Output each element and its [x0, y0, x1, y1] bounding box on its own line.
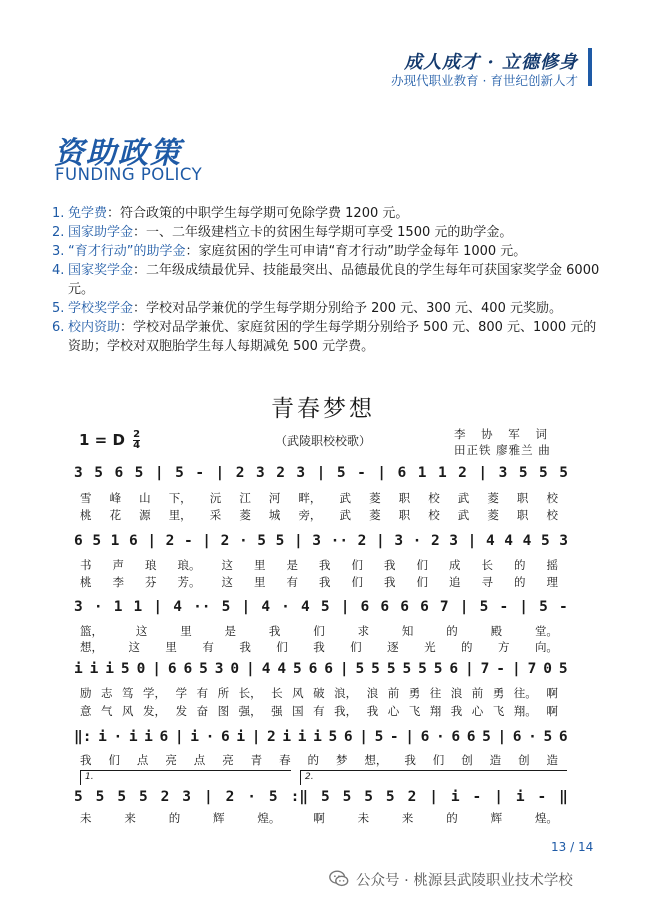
lyric-line: 我 们 点 亮 点 亮 青 春 的 梦 想， 我 们 创 造 创 造	[80, 753, 558, 767]
policy-number: 2.	[52, 225, 65, 240]
policy-number: 4.	[52, 263, 65, 278]
policy-text: ：二年级成绩最优异、技能最突出、品德最优良的学生每年可获国家奖学金 6000 元。	[68, 263, 600, 297]
lyric-line: 未 来 的 辉 煌。 啊 未 来 的 辉 煌。	[80, 811, 558, 825]
policy-label: 校内资助	[68, 320, 121, 335]
notation-row	[74, 724, 568, 750]
volta-bracket-2	[300, 770, 567, 785]
policy-list	[52, 204, 602, 356]
policy-text: ：家庭贫困的学生可申请“育才行动”助学金每年 1000 元。	[185, 244, 527, 259]
song-title: 青春梦想	[271, 396, 375, 422]
key-signature	[79, 430, 140, 451]
composer-credit: 田正铁 廖雅兰 曲	[454, 443, 551, 457]
volta-label: 2.	[305, 772, 314, 782]
lyric-line: 雪 峰 山 下， 沅 江 河 畔， 武 菱 职 校 武 菱 职 校	[80, 491, 558, 505]
policy-item	[52, 261, 602, 299]
policy-text: ：符合政策的中职学生每学期可免除学费 1200 元。	[107, 206, 409, 221]
time-signature	[133, 430, 140, 451]
notation-text: 6 5 1 6 | 2 - | 2 · 5 5 | 3 ·· 2 | 3 · 2 3 | 4 4 4 5 3	[74, 533, 568, 549]
footer-text: 公众号 · 桃源县武陵职业技术学校	[356, 872, 573, 889]
volta-bracket-1	[80, 770, 291, 785]
lyric-line: 篮， 这 里 是 我 们 求 知 的 殿 堂。	[80, 624, 558, 638]
policy-text: ：一、二年级建档立卡的贫困生每学期可享受 1500 元的助学金。	[133, 225, 513, 240]
notation-row	[74, 528, 568, 554]
notation-row	[74, 784, 568, 810]
notation-text: 5 5 5 5 2 3 | 2 · 5 :‖ 5 5 5 5 2 | i - | i - ‖	[74, 789, 568, 805]
policy-item	[52, 223, 602, 242]
lyric-line: 书 声 琅 琅。 这 里 是 我 们 我 们 成 长 的 摇	[80, 558, 558, 572]
time-numerator: 2	[133, 429, 141, 440]
page-number: 13 / 14	[551, 840, 594, 854]
policy-item	[52, 318, 602, 356]
school-motto: 成人成才 · 立德修身	[404, 52, 578, 73]
lyricist-credit: 李 协 军 词	[454, 427, 553, 441]
notation-row	[74, 656, 568, 682]
policy-item	[52, 204, 602, 223]
header-accent-bar	[588, 48, 592, 86]
lyric-line: 桃 李 芬 芳。 这 里 有 我 们 我 们 追 寻 的 理	[80, 575, 558, 589]
policy-item	[52, 242, 602, 261]
policy-label: 国家助学金	[68, 225, 134, 240]
policy-number: 5.	[52, 301, 65, 316]
lyric-line: 桃 花 源 里， 采 菱 城 旁， 武 菱 职 校 武 菱 职 校	[80, 508, 558, 522]
notation-text: i i i 5 0 | 6 6 5 3 0 | 4 4 5 6 6 | 5 5 5 5 5 5 6 | 7 - | 7 0 5	[74, 661, 568, 677]
policy-number: 3.	[52, 244, 65, 259]
policy-label: 免学费	[68, 206, 108, 221]
notation-row	[74, 594, 568, 620]
wechat-icon	[328, 868, 350, 890]
lyric-line: 想， 这 里 有 我 们 我 们 逐 光 的 方 向。	[80, 640, 558, 654]
notation-text: 3 5 6 5 | 5 - | 2 3 2 3 | 5 - | 6 1 1 2 | 3 5 5 5	[74, 465, 568, 481]
notation-text: 3 · 1 1 | 4 ·· 5 | 4 · 4 5 | 6 6 6 6 7 | 5 - | 5 -	[74, 599, 568, 615]
time-denominator: 4	[133, 440, 141, 451]
song-subtitle: （武陵职校校歌）	[274, 434, 371, 448]
policy-number: 1.	[52, 206, 65, 221]
footer-watermark	[328, 868, 573, 890]
volta-label: 1.	[85, 772, 94, 782]
policy-text: ：学校对品学兼优、家庭贫困的学生每学期分别给予 500 元、800 元、1000 元的资助；学校对双胞胎学生每人每期减免 500 元学费。	[68, 320, 597, 354]
policy-number: 6.	[52, 320, 65, 335]
school-motto-subtitle: 办现代职业教育 · 育世纪创新人才	[391, 73, 578, 88]
lyric-line: 意 气 风 发， 发 奋 图 强， 强 国 有 我， 我 心 飞 翔 我 心 飞 翔。 啊	[80, 704, 558, 718]
policy-text: ：学校对品学兼优的学生每学期分别给予 200 元、300 元、400 元奖励。	[133, 301, 562, 316]
section-subtitle: FUNDING POLICY	[55, 165, 203, 184]
lyric-line: 励 志 笃 学， 学 有 所 长， 长 风 破 浪， 浪 前 勇 往 浪 前 勇 往。 啊	[80, 686, 558, 700]
policy-item	[52, 299, 602, 318]
policy-label: “育才行动”的助学金	[68, 244, 186, 259]
section-title: 资助政策	[54, 136, 182, 171]
key-label: 1 = D	[79, 431, 125, 449]
policy-label: 学校奖学金	[68, 301, 134, 316]
notation-text: ‖: i · i i 6 | i · 6 i | 2 i i i 5 6 | 5 - | 6 · 6 6 5 | 6 · 5 6	[74, 729, 568, 745]
notation-row	[74, 460, 568, 486]
policy-label: 国家奖学金	[68, 263, 134, 278]
